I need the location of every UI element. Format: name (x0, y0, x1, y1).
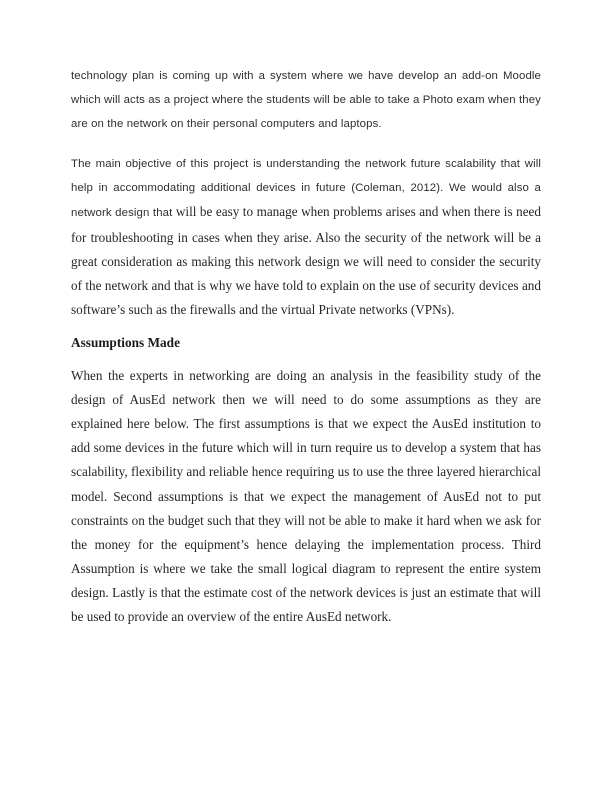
paragraph-assumptions-body: When the experts in networking are doing an analysis in the feasibility study of the design of AusEd network then we will need to do some assumptions as they are explained here below. The first assumptions is that we expect the AusEd institution to add some devices in the future which will in turn require us to develop a system that has scalability, flexibility and reliable hence requiring us to use the three layered hierarchical model. Second assumptions is that we expect the management of AusEd not to put constraints on the budget such that they will not be able to make it hard when we ask for the money for the equipment’s hence delaying the implementation process. Third Assumption is where we take the small logical diagram to represent the entire system design. Lastly is that the estimate cost of the network devices is just an estimate that will be used to provide an overview of the entire AusEd network. (71, 368, 541, 624)
paragraph-spacer (71, 145, 541, 152)
document-body (71, 64, 541, 629)
paragraph-main-objective-lead: The main objective of this project is understanding the network future scalability that will help in accommodating additional devices in future (Coleman, 2012). We would also a network design that (71, 158, 541, 220)
paragraph-main-objective-rest: will be easy to manage when problems arises and when there is need for troubleshooting in cases when they arise. Also the security of the network will be a great consideration as making this network design we will need to consider the security of the network and that is why we have told to explain on the use of security devices and software’s such as the firewalls and the virtual Private networks (VPNs). (71, 204, 541, 317)
paragraph-intro-continuation: technology plan is coming up with a system where we have develop an add-on Moodle which will acts as a project where the students will be able to take a Photo exam when they are on the network on their personal computers and laptops. (71, 70, 541, 131)
section-heading-assumptions-made: Assumptions Made (71, 334, 180, 350)
paragraph-main-objective (71, 152, 541, 322)
